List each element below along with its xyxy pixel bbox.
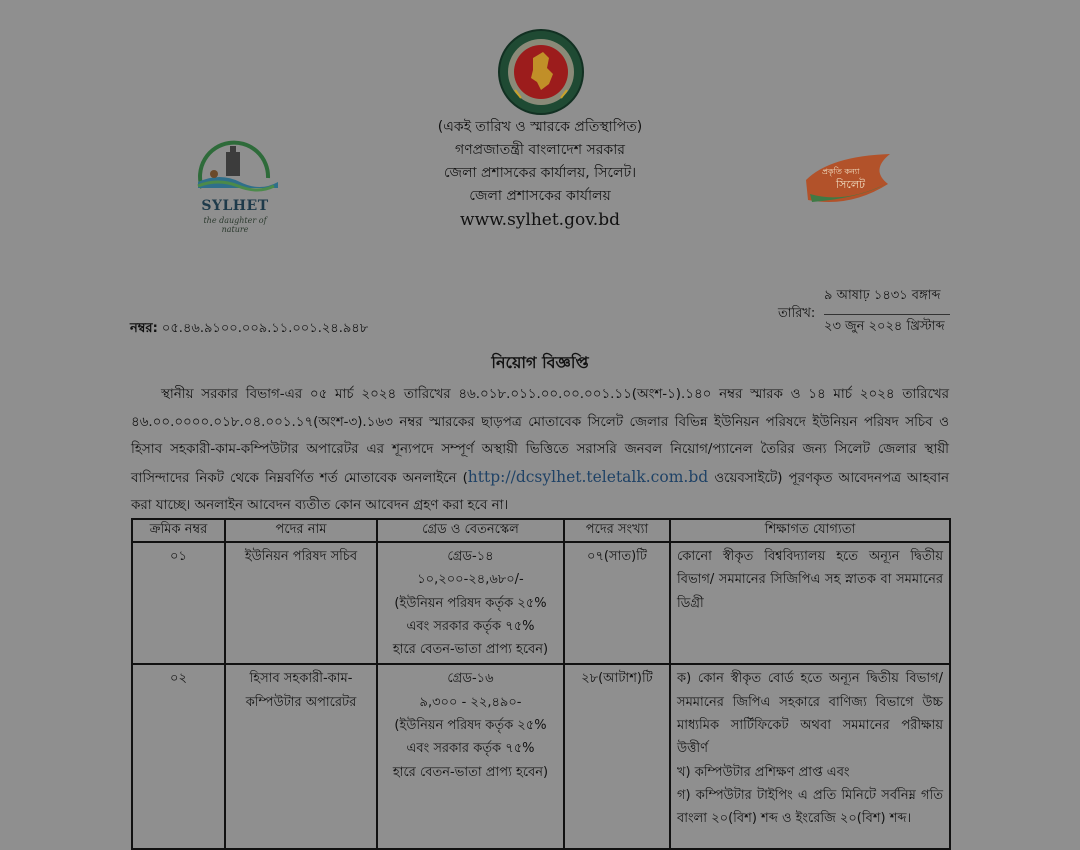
qualification-item: খ) কম্পিউটার প্রশিক্ষণ প্রাপ্ত এবং — [677, 764, 850, 780]
post-name-line: হিসাব সহকারী-কাম- — [249, 671, 353, 687]
allowance-line: (ইউনিয়ন পরিষদ কর্তৃক ২৫% — [394, 595, 547, 611]
office-name-secondary: জেলা প্রশাসকের কার্যালয় — [469, 188, 611, 204]
notice-title: নিয়োগ বিজ্ঞপ্তি — [491, 353, 589, 372]
grade: গ্রেড-১৬ — [447, 671, 494, 687]
date-label: তারিখ: — [778, 306, 816, 321]
header-post-name: পদের নাম — [225, 519, 377, 542]
right-logo-text-bottom: সিলেট — [836, 178, 866, 191]
row-grade-scale — [377, 664, 564, 849]
application-link[interactable]: http://dcsylhet.teletalk.com.bd — [467, 467, 709, 486]
row-post-name — [225, 664, 377, 849]
replacement-note: (একই তারিখ ও স্মারকে প্রতিস্থাপিত) — [437, 119, 643, 135]
government-name: গণপ্রজাতন্ত্রী বাংলাদেশ সরকার — [455, 142, 625, 158]
pay-scale: ৯,৩০০ - ২২,৪৯০- — [419, 694, 522, 710]
memo-label: নম্বর: — [130, 321, 158, 336]
row-serial: ০১ — [132, 542, 225, 664]
qualification-item: ক) কোন স্বীকৃত বোর্ড হতে অন্যূন দ্বিতীয় বিভাগ/সমমানের জিপিএ সহকারে বাণিজ্য বিভাগে উচ্চ মাধ্যমিক সার্টিফিকেট অথবা সমমানের পরীক্ষায় উত্তীর্ণ — [677, 671, 943, 757]
row-post-count: ২৮(আটাশ)টি — [564, 664, 670, 849]
sylhet-landscape-icon — [190, 138, 280, 200]
allowance-line: এবং সরকার কর্তৃক ৭৫% — [406, 741, 535, 757]
sylhet-district-logo — [190, 138, 280, 234]
letterhead — [330, 116, 750, 232]
office-name: জেলা প্রশাসকের কার্যালয়, সিলেট। — [443, 165, 637, 181]
body-text-part-1: স্থানীয় সরকার বিভাগ-এর ০৫ মার্চ ২০২৪ তারিখের ৪৬.০১৮.০১১.০০.০০.০০১.১১(অংশ-১).১৪০ নম্বর স্মারক ও ১৪ মার্চ ২০২৪ তারিখের ৪৬.০০.০০০০.০১৮.০৪.০০১.১৭(অংশ-৩).১৬৩ নম্বর স্মারকের ছাড়পত্র মোতাবেক সিলেট জেলার বিভিন্ন ইউনিয়ন পরিষদে ইউনিয়ন পরিষদ সচিব ও হিসাব সহকারী-কাম-কম্পিউটার অপারেটর এর শূন্যপদে সম্পূর্ণ অস্থায়ী ভিত্তিতে সরাসরি জনবল নিয়োগ/প্যানেল তৈরির জন্য সিলেট জেলার স্থায়ী বাসিন্দাদের নিকট থেকে নিম্নবর্ণিত শর্ত মোতাবেক অনলাইনে ( — [131, 387, 949, 486]
bangla-date: ৯ আষাঢ় ১৪৩১ বঙ্গাব্দ — [824, 288, 941, 303]
post-name-line: কম্পিউটার অপারেটর — [245, 694, 357, 710]
qualification-item: গ) কম্পিউটার টাইপিং এ প্রতি মিনিটে সর্বনিম্ন গতি বাংলা ২০(বিশ) শব্দ ও ইংরেজি ২০(বিশ) শব্দ। — [677, 787, 943, 827]
sylhet-tagline: the daughter of nature — [203, 216, 267, 234]
row-post-name: ইউনিয়ন পরিষদ সচিব — [225, 542, 377, 664]
government-emblem — [497, 28, 585, 116]
grade: গ্রেড-১৪ — [447, 549, 494, 564]
row-serial: ০২ — [132, 664, 225, 849]
website-url: www.sylhet.gov.bd — [460, 210, 620, 230]
allowance-line: এবং সরকার কর্তৃক ৭৫% — [406, 618, 535, 634]
memo-value: ০৫.৪৬.৯১০০.০০৯.১১.০০১.২৪.৯৪৮ — [161, 321, 369, 336]
body-text-part-2: ওয়েবসাইটে) পূরণকৃত আবেদনপত্র আহবান করা যাচ্ছে। অনলাইন আবেদন ব্যতীত কোন আবেদন গ্রহণ করা হবে না। — [131, 470, 949, 513]
notice-body — [131, 381, 949, 520]
header-qualification: শিক্ষাগত যোগ্যতা — [670, 519, 950, 542]
header-serial: ক্রমিক নম্বর — [132, 519, 225, 542]
sylhet-brand-text: SYLHET — [201, 198, 269, 214]
row-qualification — [670, 664, 950, 849]
date-divider — [824, 314, 950, 315]
right-logo-text-top: প্রকৃতি কন্যা — [822, 167, 860, 176]
header-grade-scale: গ্রেড ও বেতনস্কেল — [377, 519, 564, 542]
vacancy-table — [131, 518, 951, 850]
prokriti-konna-logo — [800, 150, 895, 210]
header-post-count: পদের সংখ্যা — [564, 519, 670, 542]
row-post-count: ০৭(সাত)টি — [564, 542, 670, 664]
table-header-row — [132, 519, 950, 542]
row-grade-scale — [377, 542, 564, 664]
table-row — [132, 664, 950, 849]
table-row — [132, 542, 950, 664]
row-qualification: কোনো স্বীকৃত বিশ্ববিদ্যালয় হতে অন্যূন দ্বিতীয় বিভাগ/ সমমানের সিজিপিএ সহ স্নাতক বা সমমানের ডিগ্রী — [670, 542, 950, 664]
pay-scale: ১০,২০০-২৪,৬৮০/- — [417, 572, 524, 588]
memo-number — [130, 319, 368, 340]
allowance-line: হারে বেতন-ভাতা প্রাপ্য হবেন) — [392, 642, 549, 658]
allowance-line: হারে বেতন-ভাতা প্রাপ্য হবেন) — [392, 764, 549, 780]
allowance-line: (ইউনিয়ন পরিষদ কর্তৃক ২৫% — [394, 718, 547, 734]
gregorian-date: ২৩ জুন ২০২৪ খ্রিস্টাব্দ — [824, 319, 945, 334]
